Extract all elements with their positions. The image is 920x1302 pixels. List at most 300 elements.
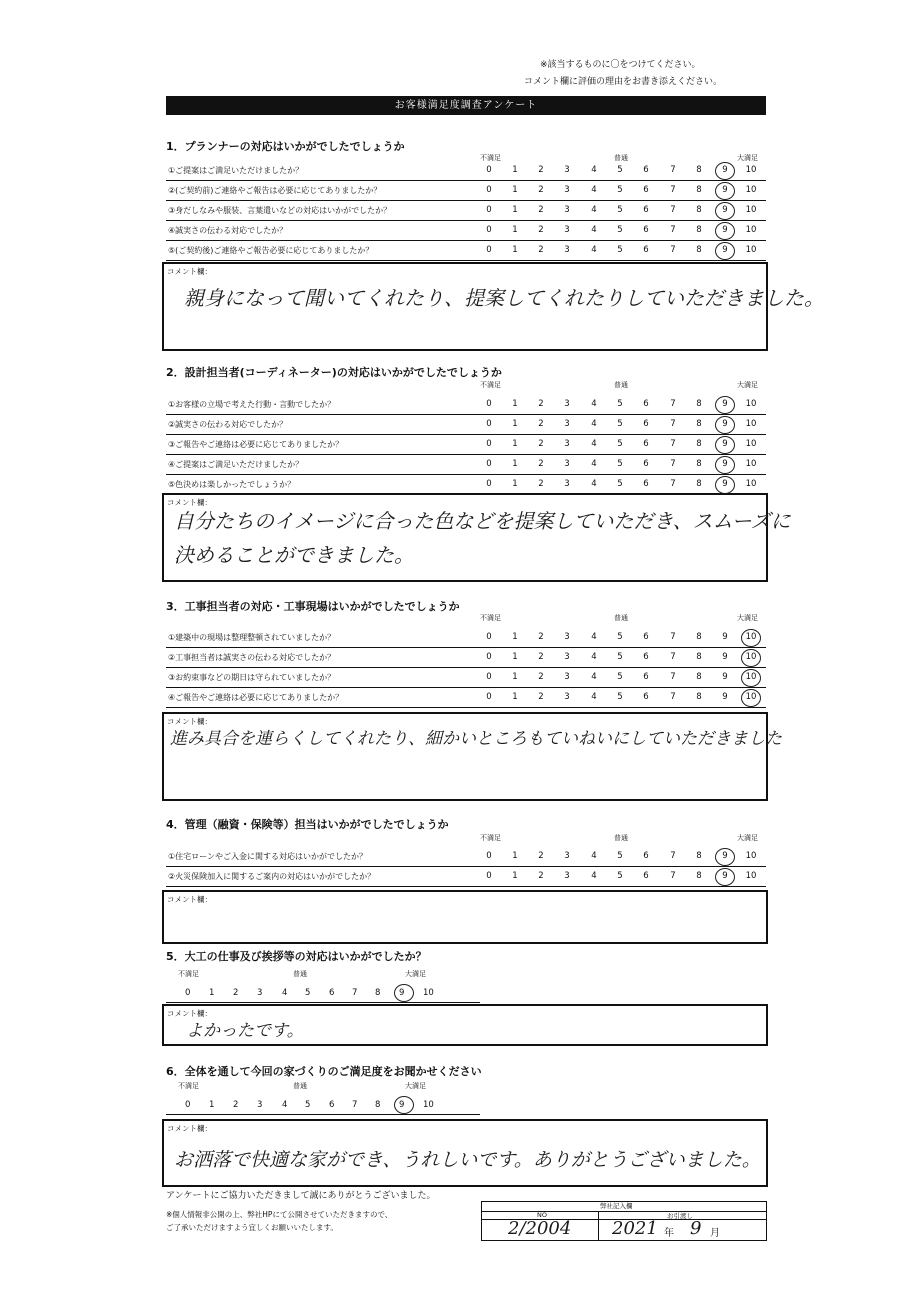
- question-text: ②(ご契約前)ご連絡やご報告は必要に応じてありましたか？: [168, 186, 382, 195]
- rating-option-9[interactable]: 9: [722, 652, 728, 662]
- rating-option-2[interactable]: 2: [538, 185, 544, 195]
- rating-option-4[interactable]: 4: [591, 851, 597, 861]
- section-2-title: 2．設計担当者(コーディネーター)の対応はいかがでしたでしょうか: [166, 366, 502, 379]
- rating-option-9[interactable]: 9: [722, 439, 728, 449]
- rating-option-5[interactable]: 5: [617, 419, 623, 429]
- delivery-month: 9: [690, 1218, 702, 1239]
- selected-rating-circle: [715, 162, 735, 180]
- scale-label-mid: 普通: [614, 834, 628, 842]
- question-row: [166, 202, 766, 221]
- rating-option-1[interactable]: 1: [512, 245, 518, 255]
- scale-label-high: 大満足: [405, 970, 426, 978]
- rating-option-10[interactable]: 10: [745, 672, 757, 682]
- rating-option-1[interactable]: 1: [512, 851, 518, 861]
- rating-option-3[interactable]: 3: [564, 672, 570, 682]
- rating-option-9[interactable]: 9: [722, 245, 728, 255]
- rating-option-5[interactable]: 5: [617, 672, 623, 682]
- rating-option-0[interactable]: 0: [486, 652, 492, 662]
- rating-option-10[interactable]: 10: [745, 692, 757, 702]
- rating-option-1[interactable]: 1: [209, 988, 215, 998]
- scale-label-low: 不満足: [480, 381, 501, 389]
- question-text: ④ご提案はご満足いただけましたか？: [168, 460, 304, 469]
- selected-rating-circle: [715, 436, 735, 454]
- survey-title: お客様満足度調査アンケート: [166, 96, 766, 115]
- rating-option-0[interactable]: 0: [486, 399, 492, 409]
- selected-rating-circle: [715, 202, 735, 220]
- selected-rating-circle: [715, 182, 735, 200]
- rating-option-8[interactable]: 8: [696, 245, 702, 255]
- rating-option-5[interactable]: 5: [617, 205, 623, 215]
- rating-option-9[interactable]: 9: [399, 1100, 405, 1110]
- rating-option-5[interactable]: 5: [617, 165, 623, 175]
- rating-option-2[interactable]: 2: [538, 459, 544, 469]
- rating-option-1[interactable]: 1: [512, 692, 518, 702]
- rating-option-6[interactable]: 6: [643, 185, 649, 195]
- rating-option-7[interactable]: 7: [670, 419, 676, 429]
- selected-rating-circle: [715, 456, 735, 474]
- rating-option-7[interactable]: 7: [670, 672, 676, 682]
- rating-option-8[interactable]: 8: [696, 459, 702, 469]
- rating-option-8[interactable]: 8: [696, 419, 702, 429]
- rating-option-7[interactable]: 7: [670, 205, 676, 215]
- rating-option-3[interactable]: 3: [564, 165, 570, 175]
- rating-option-9[interactable]: 9: [722, 399, 728, 409]
- rating-option-8[interactable]: 8: [696, 851, 702, 861]
- rating-option-6[interactable]: 6: [643, 165, 649, 175]
- rating-option-5[interactable]: 5: [617, 439, 623, 449]
- selected-rating-circle: [715, 848, 735, 866]
- rating-option-8[interactable]: 8: [696, 632, 702, 642]
- rating-option-3[interactable]: 3: [564, 399, 570, 409]
- rating-option-0[interactable]: 0: [486, 871, 492, 881]
- rating-option-2[interactable]: 2: [538, 419, 544, 429]
- rating-option-9[interactable]: 9: [722, 185, 728, 195]
- rating-option-4[interactable]: 4: [591, 399, 597, 409]
- question-row: [166, 669, 766, 688]
- comment-label: コメント欄：: [167, 895, 212, 904]
- rating-option-2[interactable]: 2: [538, 479, 544, 489]
- rating-option-7[interactable]: 7: [670, 692, 676, 702]
- rating-option-6[interactable]: 6: [643, 459, 649, 469]
- question-row: [166, 436, 766, 455]
- rating-option-6[interactable]: 6: [643, 439, 649, 449]
- rating-option-7[interactable]: 7: [670, 439, 676, 449]
- rating-option-5[interactable]: 5: [617, 245, 623, 255]
- rating-option-1[interactable]: 1: [512, 871, 518, 881]
- scale-label-low: 不満足: [480, 834, 501, 842]
- rating-option-8[interactable]: 8: [696, 225, 702, 235]
- rating-option-3[interactable]: 3: [564, 692, 570, 702]
- section-1-title: 1．プランナーの対応はいかがでしたでしょうか: [166, 140, 405, 153]
- rating-option-10[interactable]: 10: [745, 399, 757, 409]
- scale-label-high: 大満足: [737, 834, 758, 842]
- question-text: ④ご報告やご連絡は必要に応じてありましたか？: [168, 693, 344, 702]
- rating-option-1[interactable]: 1: [512, 225, 518, 235]
- rating-option-0[interactable]: 0: [486, 672, 492, 682]
- rating-option-4[interactable]: 4: [282, 988, 288, 998]
- question-text: ⑤(ご契約後)ご連絡やご報告必要に応じてありましたか？: [168, 246, 374, 255]
- rating-option-5[interactable]: 5: [617, 479, 623, 489]
- rating-option-9[interactable]: 9: [722, 165, 728, 175]
- scale-label-mid: 普通: [293, 1082, 307, 1090]
- rating-option-5[interactable]: 5: [617, 459, 623, 469]
- rating-option-10[interactable]: 10: [745, 245, 757, 255]
- privacy-note-1: ※個人情報非公開の上、弊社HPにて公開させていただきますので、: [166, 1210, 393, 1219]
- rating-option-0[interactable]: 0: [486, 851, 492, 861]
- rating-option-5[interactable]: 5: [617, 399, 623, 409]
- question-row: [166, 456, 766, 475]
- selected-rating-circle: [715, 416, 735, 434]
- rating-option-4[interactable]: 4: [591, 419, 597, 429]
- question-text: ③ご報告やご連絡は必要に応じてありましたか？: [168, 440, 344, 449]
- rating-option-6[interactable]: 6: [643, 225, 649, 235]
- rating-option-1[interactable]: 1: [512, 672, 518, 682]
- question-row: [166, 649, 766, 668]
- scale-label-mid: 普通: [293, 970, 307, 978]
- scale-label-low: 不満足: [480, 614, 501, 622]
- rating-option-2[interactable]: 2: [538, 672, 544, 682]
- rating-option-5[interactable]: 5: [617, 225, 623, 235]
- rating-option-1[interactable]: 1: [512, 652, 518, 662]
- selected-rating-circle: [741, 649, 761, 667]
- rating-option-2[interactable]: 2: [538, 851, 544, 861]
- question-text: ②火災保険加入に関するご案内の対応はいかがでしたか？: [168, 872, 376, 881]
- rating-option-10[interactable]: 10: [745, 479, 757, 489]
- rating-option-8[interactable]: 8: [696, 672, 702, 682]
- rating-option-10[interactable]: 10: [745, 459, 757, 469]
- rating-option-4[interactable]: 4: [591, 871, 597, 881]
- rating-option-9[interactable]: 9: [722, 851, 728, 861]
- rating-option-7[interactable]: 7: [670, 871, 676, 881]
- rating-option-3[interactable]: 3: [564, 439, 570, 449]
- rating-option-9[interactable]: 9: [722, 419, 728, 429]
- rating-option-7[interactable]: 7: [670, 399, 676, 409]
- question-row: [166, 396, 766, 415]
- rating-option-0[interactable]: 0: [185, 988, 191, 998]
- office-use-box: [481, 1201, 767, 1241]
- rating-option-9[interactable]: 9: [722, 205, 728, 215]
- comment-label: コメント欄：: [167, 1009, 212, 1018]
- rating-option-3[interactable]: 3: [564, 205, 570, 215]
- rating-option-1[interactable]: 1: [512, 399, 518, 409]
- rating-option-8[interactable]: 8: [696, 399, 702, 409]
- rating-option-6[interactable]: 6: [643, 479, 649, 489]
- rating-option-1[interactable]: 1: [512, 632, 518, 642]
- rating-option-7[interactable]: 7: [670, 225, 676, 235]
- rating-option-3[interactable]: 3: [564, 652, 570, 662]
- question-row: [166, 629, 766, 648]
- rating-option-3[interactable]: 3: [564, 419, 570, 429]
- question-row: [166, 222, 766, 241]
- rating-option-4[interactable]: 4: [591, 459, 597, 469]
- rating-option-10[interactable]: 10: [423, 1100, 434, 1110]
- scale-label-mid: 普通: [614, 381, 628, 389]
- rating-option-4[interactable]: 4: [591, 245, 597, 255]
- rating-option-1[interactable]: 1: [512, 479, 518, 489]
- selected-rating-circle: [394, 1096, 414, 1114]
- rating-option-2[interactable]: 2: [538, 871, 544, 881]
- rating-option-1[interactable]: 1: [512, 439, 518, 449]
- rating-option-10[interactable]: 10: [745, 205, 757, 215]
- selected-rating-circle: [715, 222, 735, 240]
- rating-option-2[interactable]: 2: [538, 245, 544, 255]
- rating-option-9[interactable]: 9: [722, 632, 728, 642]
- survey-number: 2/2004: [508, 1218, 572, 1239]
- rating-option-10[interactable]: 10: [745, 652, 757, 662]
- question-row: [166, 689, 766, 708]
- rating-option-0[interactable]: 0: [486, 205, 492, 215]
- rating-option-1[interactable]: 1: [512, 419, 518, 429]
- question-row: [166, 416, 766, 435]
- rating-option-0[interactable]: 0: [486, 225, 492, 235]
- rating-option-7[interactable]: 7: [670, 632, 676, 642]
- selected-rating-circle: [715, 242, 735, 260]
- rating-option-10[interactable]: 10: [745, 871, 757, 881]
- scale-label-mid: 普通: [614, 614, 628, 622]
- instruction-note-1: ※該当するものに〇をつけてください。: [540, 60, 701, 70]
- comment-handwriting: 親身になって聞いてくれたり、提案してくれたりしていただきました。: [184, 286, 824, 310]
- scale-label-low: 不満足: [178, 1082, 199, 1090]
- selected-rating-circle: [715, 868, 735, 886]
- instruction-note-2: コメント欄に評価の理由をお書き添えください。: [524, 77, 723, 87]
- rating-option-2[interactable]: 2: [233, 1100, 239, 1110]
- rating-option-8[interactable]: 8: [696, 439, 702, 449]
- rating-option-10[interactable]: 10: [745, 419, 757, 429]
- rating-option-10[interactable]: 10: [745, 165, 757, 175]
- scale-underline: [166, 1002, 480, 1003]
- scale-label-high: 大満足: [405, 1082, 426, 1090]
- section-6-comment-text: お洒落で快適な家ができ、うれしいです。ありがとうございました。: [174, 1149, 761, 1171]
- rating-option-8[interactable]: 8: [375, 988, 381, 998]
- rating-option-6[interactable]: 6: [329, 1100, 335, 1110]
- rating-option-2[interactable]: 2: [538, 652, 544, 662]
- rating-option-9[interactable]: 9: [722, 459, 728, 469]
- rating-option-10[interactable]: 10: [745, 851, 757, 861]
- rating-option-6[interactable]: 6: [329, 988, 335, 998]
- section-1-comment-box[interactable]: [162, 262, 824, 351]
- rating-option-0[interactable]: 0: [486, 479, 492, 489]
- rating-option-7[interactable]: 7: [670, 851, 676, 861]
- rating-option-0[interactable]: 0: [486, 439, 492, 449]
- rating-option-3[interactable]: 3: [564, 871, 570, 881]
- rating-option-1[interactable]: 1: [209, 1100, 215, 1110]
- section-5-title: 5．大工の仕事及び挨拶等の対応はいかがでしたか？: [166, 950, 427, 963]
- rating-option-2[interactable]: 2: [538, 165, 544, 175]
- rating-option-4[interactable]: 4: [591, 652, 597, 662]
- scale-label-mid: 普通: [614, 154, 628, 162]
- section-4-comment-box[interactable]: [162, 890, 768, 944]
- rating-option-0[interactable]: 0: [486, 419, 492, 429]
- rating-option-6[interactable]: 6: [643, 692, 649, 702]
- rating-option-0[interactable]: 0: [486, 165, 492, 175]
- question-row: [166, 868, 766, 887]
- comment-handwriting: 自分たちのイメージに合った色などを提案していただき、スムーズに: [174, 509, 791, 533]
- selected-rating-circle: [715, 396, 735, 414]
- rating-option-5[interactable]: 5: [305, 988, 311, 998]
- rating-option-0[interactable]: 0: [486, 459, 492, 469]
- rating-option-9[interactable]: 9: [722, 479, 728, 489]
- rating-option-3[interactable]: 3: [564, 185, 570, 195]
- rating-option-10[interactable]: 10: [745, 632, 757, 642]
- section-4-title: 4．管理（融資・保険等）担当はいかがでしたでしょうか: [166, 818, 449, 831]
- rating-option-2[interactable]: 2: [538, 439, 544, 449]
- rating-option-0[interactable]: 0: [486, 245, 492, 255]
- rating-option-4[interactable]: 4: [591, 205, 597, 215]
- rating-option-3[interactable]: 3: [564, 632, 570, 642]
- rating-option-9[interactable]: 9: [722, 692, 728, 702]
- scale-label-low: 不満足: [178, 970, 199, 978]
- scale-label-low: 不満足: [480, 154, 501, 162]
- rating-option-6[interactable]: 6: [643, 245, 649, 255]
- rating-option-6[interactable]: 6: [643, 419, 649, 429]
- comment-label: コメント欄：: [167, 717, 212, 726]
- rating-option-6[interactable]: 6: [643, 652, 649, 662]
- scale-label-high: 大満足: [737, 381, 758, 389]
- rating-option-0[interactable]: 0: [185, 1100, 191, 1110]
- rating-option-3[interactable]: 3: [257, 988, 263, 998]
- question-row: [166, 162, 766, 181]
- question-text: ②誠実さの伝わる対応でしたか？: [168, 420, 288, 429]
- rating-option-9[interactable]: 9: [722, 225, 728, 235]
- rating-option-6[interactable]: 6: [643, 205, 649, 215]
- rating-option-10[interactable]: 10: [423, 988, 434, 998]
- section-5-comment-box[interactable]: [162, 1004, 768, 1046]
- rating-option-2[interactable]: 2: [233, 988, 239, 998]
- rating-option-4[interactable]: 4: [591, 632, 597, 642]
- rating-option-2[interactable]: 2: [538, 632, 544, 642]
- rating-option-6[interactable]: 6: [643, 672, 649, 682]
- rating-option-0[interactable]: 0: [486, 632, 492, 642]
- rating-option-1[interactable]: 1: [512, 165, 518, 175]
- section-6-title: 6．全体を通して今回の家づくりのご満足度をお聞かせください: [166, 1065, 482, 1078]
- rating-option-4[interactable]: 4: [282, 1100, 288, 1110]
- rating-option-6[interactable]: 6: [643, 399, 649, 409]
- selected-rating-circle: [741, 689, 761, 707]
- rating-option-10[interactable]: 10: [745, 185, 757, 195]
- no-label: NO: [537, 1211, 547, 1219]
- rating-option-1[interactable]: 1: [512, 185, 518, 195]
- comment-label: コメント欄：: [167, 498, 212, 507]
- privacy-note-2: ご了承いただけますよう宜しくお願いいたします。: [166, 1223, 338, 1232]
- rating-option-9[interactable]: 9: [722, 672, 728, 682]
- rating-option-5[interactable]: 5: [617, 692, 623, 702]
- section-3-comment-box[interactable]: [162, 712, 782, 801]
- rating-option-3[interactable]: 3: [257, 1100, 263, 1110]
- rating-option-4[interactable]: 4: [591, 225, 597, 235]
- section-3-title: 3．工事担当者の対応・工事現場はいかがでしたでしょうか: [166, 600, 460, 613]
- rating-option-3[interactable]: 3: [564, 851, 570, 861]
- rating-option-3[interactable]: 3: [564, 479, 570, 489]
- question-text: ③身だしなみや服装、言葉遣いなどの対応はいかがでしたか？: [168, 206, 392, 215]
- office-use-label: 弊社記入欄: [600, 1202, 633, 1210]
- question-row: [166, 848, 766, 867]
- rating-option-7[interactable]: 7: [670, 459, 676, 469]
- selected-rating-circle: [741, 669, 761, 687]
- rating-option-3[interactable]: 3: [564, 459, 570, 469]
- rating-option-7[interactable]: 7: [670, 245, 676, 255]
- rating-option-4[interactable]: 4: [591, 185, 597, 195]
- rating-option-4[interactable]: 4: [591, 479, 597, 489]
- section-5-comment-text: よかったです。: [186, 1021, 304, 1041]
- rating-option-6[interactable]: 6: [643, 871, 649, 881]
- question-text: ③お約束事などの期日は守られていましたか？: [168, 673, 336, 682]
- rating-option-9[interactable]: 9: [722, 871, 728, 881]
- rating-option-8[interactable]: 8: [696, 165, 702, 175]
- section-6-comment-box[interactable]: [162, 1119, 768, 1187]
- question-text: ⑤色決めは楽しかったでしょうか？: [168, 480, 296, 489]
- question-text: ④誠実さの伝わる対応でしたか？: [168, 226, 288, 235]
- question-text: ②工事担当者は誠実さの伝わる対応でしたか？: [168, 653, 336, 662]
- rating-option-10[interactable]: 10: [745, 439, 757, 449]
- rating-option-9[interactable]: 9: [399, 988, 405, 998]
- rating-option-7[interactable]: 7: [670, 165, 676, 175]
- rating-option-3[interactable]: 3: [564, 225, 570, 235]
- rating-option-5[interactable]: 5: [305, 1100, 311, 1110]
- rating-option-7[interactable]: 7: [670, 479, 676, 489]
- scale-label-high: 大満足: [737, 614, 758, 622]
- year-unit: 年: [664, 1228, 674, 1239]
- rating-option-8[interactable]: 8: [375, 1100, 381, 1110]
- rating-option-2[interactable]: 2: [538, 205, 544, 215]
- rating-option-6[interactable]: 6: [643, 851, 649, 861]
- selected-rating-circle: [741, 629, 761, 647]
- comment-handwriting: 進み具合を連らくしてくれたり、細かいところもていねいにしていただきました: [170, 729, 782, 749]
- rating-option-5[interactable]: 5: [617, 185, 623, 195]
- rating-option-4[interactable]: 4: [591, 672, 597, 682]
- thanks-message: アンケートにご協力いただきまして誠にありがとうございました。: [166, 1191, 436, 1201]
- rating-option-5[interactable]: 5: [617, 871, 623, 881]
- rating-option-7[interactable]: 7: [352, 1100, 358, 1110]
- rating-option-8[interactable]: 8: [696, 479, 702, 489]
- question-text: ①建築中の現場は整理整頓されていましたか？: [168, 633, 336, 642]
- rating-option-2[interactable]: 2: [538, 399, 544, 409]
- rating-option-8[interactable]: 8: [696, 185, 702, 195]
- rating-option-8[interactable]: 8: [696, 205, 702, 215]
- rating-option-2[interactable]: 2: [538, 692, 544, 702]
- rating-option-10[interactable]: 10: [745, 225, 757, 235]
- rating-option-7[interactable]: 7: [352, 988, 358, 998]
- rating-option-0[interactable]: 0: [486, 692, 492, 702]
- selected-rating-circle: [394, 984, 414, 1002]
- rating-option-3[interactable]: 3: [564, 245, 570, 255]
- rating-option-8[interactable]: 8: [696, 652, 702, 662]
- comment-handwriting: 決めることができました。: [174, 543, 414, 567]
- rating-option-0[interactable]: 0: [486, 185, 492, 195]
- month-unit: 月: [710, 1228, 720, 1239]
- rating-option-7[interactable]: 7: [670, 652, 676, 662]
- rating-option-2[interactable]: 2: [538, 225, 544, 235]
- rating-option-1[interactable]: 1: [512, 205, 518, 215]
- question-text: ①ご提案はご満足いただけましたか？: [168, 166, 304, 175]
- rating-option-5[interactable]: 5: [617, 652, 623, 662]
- rating-option-4[interactable]: 4: [591, 692, 597, 702]
- question-text: ①住宅ローンやご入金に関する対応はいかがでしたか？: [168, 852, 368, 861]
- rating-option-5[interactable]: 5: [617, 632, 623, 642]
- rating-option-6[interactable]: 6: [643, 632, 649, 642]
- section-2-comment-box[interactable]: [162, 493, 791, 582]
- scale-underline: [166, 1114, 480, 1115]
- question-row: [166, 182, 766, 201]
- rating-option-5[interactable]: 5: [617, 851, 623, 861]
- comment-label: コメント欄：: [167, 267, 212, 276]
- rating-option-4[interactable]: 4: [591, 165, 597, 175]
- rating-option-4[interactable]: 4: [591, 439, 597, 449]
- rating-option-8[interactable]: 8: [696, 871, 702, 881]
- rating-option-1[interactable]: 1: [512, 459, 518, 469]
- rating-option-7[interactable]: 7: [670, 185, 676, 195]
- question-row: [166, 242, 766, 261]
- rating-option-8[interactable]: 8: [696, 692, 702, 702]
